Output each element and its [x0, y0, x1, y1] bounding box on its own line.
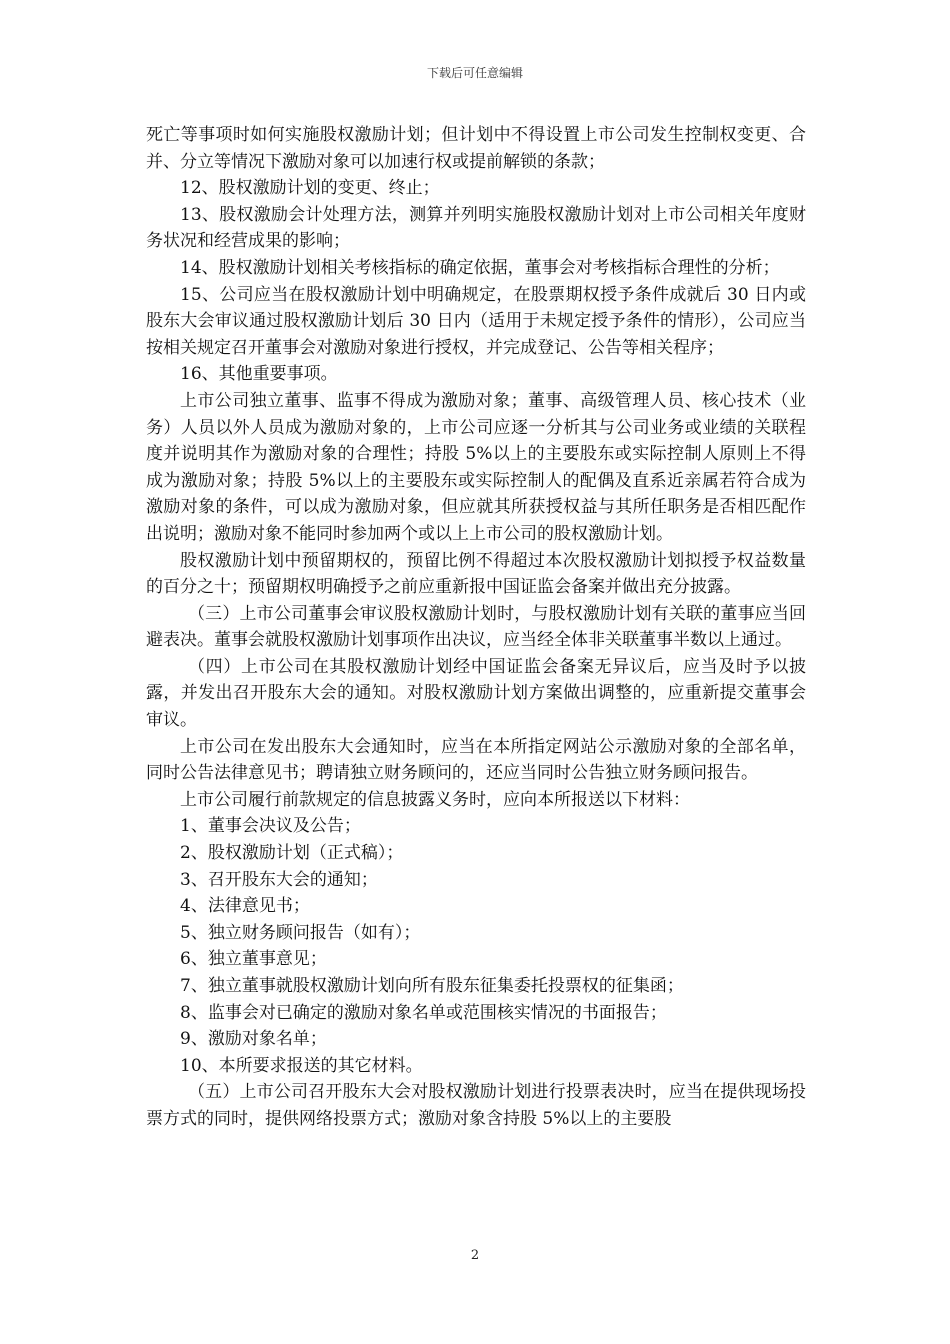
paragraph: 股权激励计划中预留期权的，预留比例不得超过本次股权激励计划拟授予权益数量的百分之十；预留期权明确授予之前应重新报中国证监会备案并做出充分披露。 — [146, 550, 806, 598]
paragraph: 死亡等事项时如何实施股权激励计划；但计划中不得设置上市公司发生控制权变更、合并、分立等情况下激励对象可以加速行权或提前解锁的条款； — [146, 125, 806, 172]
paragraph: 6、独立董事意见； — [180, 949, 327, 970]
paragraph: 16、其他重要事项。 — [180, 364, 338, 385]
paragraph: 13、股权激励会计处理方法，测算并列明实施股权激励计划对上市公司相关年度财务状况和经营成果的影响； — [146, 204, 806, 252]
paragraph: （三）上市公司董事会审议股权激励计划时，与股权激励计划有关联的董事应当回避表决。董事会就股权激励计划事项作出决议，应当经全体非关联董事半数以上通过。 — [146, 603, 806, 651]
paragraph: 3、召开股东大会的通知； — [180, 869, 378, 890]
paragraph: 9、激励对象名单； — [180, 1029, 327, 1050]
paragraph: 15、公司应当在股权激励计划中明确规定，在股票期权授予条件成就后 30 日内或股东大会审议通过股权激励计划后 30 日内（适用于未规定授予条件的情形），公司应当按相关规定召开董事会对激励对象进行授权，并完成登记、公告等相关程序； — [146, 284, 806, 358]
paragraph: （五）上市公司召开股东大会对股权激励计划进行投票表决时，应当在提供现场投票方式的同时，提供网络投票方式；激励对象含持股 5%以上的主要股 — [146, 1082, 806, 1129]
page-header: 下载后可任意编辑 — [426, 66, 523, 80]
paragraph: 上市公司独立董事、监事不得成为激励对象；董事、高级管理人员、核心技术（业务）人员以外人员成为激励对象的，上市公司应逐一分析其与公司业务或业绩的关联程度并说明其作为激励对象的合理性；持股 5%以上的主要股东或实际控制人原则上不得成为激励对象；持股 5%以上的主要股东或实际控制人的配偶及直系近亲属若符合成为激励对象的条件，可以成为激励对象，但应就其所获授权益与其所任职务是否相匹配作出说明；激励对象不能同时参加两个或以上上市公司的股权激励计划。 — [146, 390, 806, 544]
paragraph: 上市公司在发出股东大会通知时，应当在本所指定网站公示激励对象的全部名单，同时公告法律意见书；聘请独立财务顾问的，还应当同时公告独立财务顾问报告。 — [146, 736, 806, 784]
paragraph: 1、董事会决议及公告； — [180, 816, 361, 837]
paragraph: 12、股权激励计划的变更、终止； — [180, 178, 440, 199]
paragraph: 上市公司履行前款规定的信息披露义务时，应向本所报送以下材料： — [180, 789, 690, 810]
paragraph: （四）上市公司在其股权激励计划经中国证监会备案无异议后，应当及时予以披露，并发出召开股东大会的通知。对股权激励计划方案做出调整的，应重新提交董事会审议。 — [146, 656, 806, 731]
paragraph: 2、股权激励计划（正式稿）； — [180, 843, 404, 864]
paragraph: 8、监事会对已确定的激励对象名单或范围核实情况的书面报告； — [180, 1002, 667, 1023]
paragraph: 7、独立董事就股权激励计划向所有股东征集委托投票权的征集函； — [180, 976, 684, 996]
paragraph: 5、独立财务顾问报告（如有）； — [180, 922, 421, 943]
document-body — [146, 122, 806, 1133]
paragraph: 4、法律意见书； — [180, 896, 310, 917]
paragraph: 10、本所要求报送的其它材料。 — [180, 1055, 423, 1076]
page-number: 2 — [470, 1248, 480, 1263]
paragraph: 14、股权激励计划相关考核指标的确定依据，董事会对考核指标合理性的分析； — [180, 257, 780, 278]
